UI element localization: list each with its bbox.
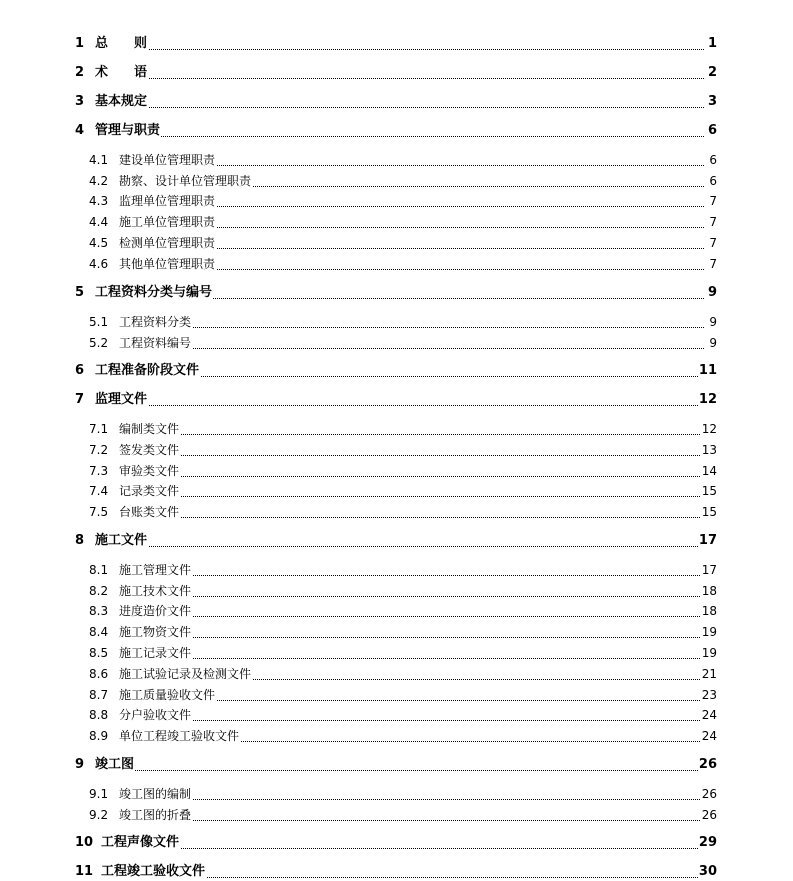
toc-leader-dots	[119, 557, 704, 576]
toc-number: 5	[75, 285, 85, 300]
toc-section-row[interactable]	[0, 334, 793, 352]
toc-chapter-row[interactable]	[0, 756, 793, 774]
toc-title: 建设单位管理职责	[119, 153, 216, 167]
toc-page-number: 7	[709, 257, 717, 271]
toc-leader-dots	[119, 578, 704, 597]
toc-section-row[interactable]	[0, 644, 793, 662]
toc-chapter-row[interactable]	[0, 532, 793, 550]
toc-title: 台账类文件	[119, 505, 180, 519]
toc-title: 施工技术文件	[119, 584, 192, 598]
toc-leader-dots	[119, 781, 704, 800]
toc-leader-dots	[95, 118, 704, 137]
toc-leader-dots	[119, 598, 704, 617]
toc-page-number: 6	[709, 153, 717, 167]
toc-number: 11	[75, 864, 94, 879]
toc-title: 单位工程竣工验收文件	[119, 729, 240, 743]
toc-number: 8.9	[89, 729, 109, 743]
toc-title: 审验类文件	[119, 464, 180, 478]
toc-title: 施工试验记录及检测文件	[119, 667, 252, 681]
toc-section-row[interactable]	[0, 151, 793, 169]
toc-section-row[interactable]	[0, 785, 793, 803]
toc-leader-dots	[101, 830, 704, 849]
toc-page-number: 7	[709, 215, 717, 229]
toc-title: 竣工图	[95, 757, 135, 772]
toc-section-row[interactable]	[0, 313, 793, 331]
toc-number: 9	[75, 757, 85, 772]
toc-page-number: 13	[701, 443, 717, 457]
toc-leader-dots	[95, 31, 704, 50]
toc-number: 8.1	[89, 563, 109, 577]
toc-leader-dots	[95, 387, 704, 406]
toc-title: 竣工图的编制	[119, 787, 192, 801]
toc-title: 工程资料分类与编号	[95, 285, 213, 300]
toc-title: 监理单位管理职责	[119, 194, 216, 208]
toc-page-number: 11	[698, 363, 717, 378]
toc-number: 4.4	[89, 215, 109, 229]
toc-number: 4.2	[89, 174, 109, 188]
toc-section-row[interactable]	[0, 441, 793, 459]
toc-section-row[interactable]	[0, 561, 793, 579]
toc-leader-dots	[119, 499, 704, 518]
toc-page-number: 15	[701, 484, 717, 498]
toc-page-number: 29	[698, 835, 717, 850]
toc-page-number: 9	[707, 285, 717, 300]
toc-leader-dots	[119, 640, 704, 659]
toc-page-number: 6	[709, 174, 717, 188]
toc-page-number: 7	[709, 236, 717, 250]
toc-leader-dots	[119, 702, 704, 721]
toc-number: 8	[75, 533, 85, 548]
toc-number: 4.1	[89, 153, 109, 167]
toc-page-number: 19	[701, 646, 717, 660]
toc-chapter-row[interactable]	[0, 122, 793, 140]
toc-title: 施工管理文件	[119, 563, 192, 577]
toc-title: 工程资料编号	[119, 336, 192, 350]
toc-number: 5.1	[89, 315, 109, 329]
toc-number: 10	[75, 835, 94, 850]
toc-page-number: 24	[701, 729, 717, 743]
toc-page-number: 24	[701, 708, 717, 722]
toc-number: 5.2	[89, 336, 109, 350]
toc-section-row[interactable]	[0, 706, 793, 724]
toc-title: 总 则	[95, 36, 148, 51]
toc-section-row[interactable]	[0, 255, 793, 273]
toc-section-row[interactable]	[0, 623, 793, 641]
toc-number: 8.6	[89, 667, 109, 681]
toc-title: 工程声像文件	[101, 835, 180, 850]
toc-number: 7.3	[89, 464, 109, 478]
toc-leader-dots	[119, 309, 704, 328]
toc-leader-dots	[95, 89, 704, 108]
toc-number: 8.7	[89, 688, 109, 702]
toc-chapter-row[interactable]	[0, 834, 793, 852]
toc-number: 4.5	[89, 236, 109, 250]
toc-title: 进度造价文件	[119, 604, 192, 618]
toc-page-number: 2	[707, 65, 717, 80]
toc-number: 7.4	[89, 484, 109, 498]
toc-section-row[interactable]	[0, 503, 793, 521]
toc-section-row[interactable]	[0, 213, 793, 231]
toc-page-number: 18	[701, 584, 717, 598]
toc-number: 4.3	[89, 194, 109, 208]
toc-number: 4	[75, 123, 85, 138]
toc-number: 3	[75, 94, 85, 109]
toc-section-row[interactable]	[0, 482, 793, 500]
toc-page-number: 18	[701, 604, 717, 618]
toc-page-number: 9	[709, 336, 717, 350]
toc-page-number: 1	[707, 36, 717, 51]
toc-title: 施工单位管理职责	[119, 215, 216, 229]
toc-chapter-row[interactable]	[0, 284, 793, 302]
toc-page-number: 21	[701, 667, 717, 681]
toc-section-row[interactable]	[0, 234, 793, 252]
toc-page-number: 3	[707, 94, 717, 109]
toc-title: 编制类文件	[119, 422, 180, 436]
toc-leader-dots	[119, 458, 704, 477]
toc-title: 分户验收文件	[119, 708, 192, 722]
toc-page-number: 12	[698, 392, 717, 407]
toc-number: 6	[75, 363, 85, 378]
toc-title: 监理文件	[95, 392, 148, 407]
toc-section-row[interactable]	[0, 727, 793, 745]
toc-chapter-row[interactable]	[0, 93, 793, 111]
toc-title: 管理与职责	[95, 123, 161, 138]
toc-number: 2	[75, 65, 85, 80]
toc-title: 术 语	[95, 65, 148, 80]
toc-number: 9.1	[89, 787, 109, 801]
toc-page-number: 7	[709, 194, 717, 208]
toc-page-number: 17	[701, 563, 717, 577]
toc-title: 记录类文件	[119, 484, 180, 498]
toc-section-row[interactable]	[0, 665, 793, 683]
toc-page-number: 23	[701, 688, 717, 702]
toc-title: 施工物资文件	[119, 625, 192, 639]
toc-page-number: 15	[701, 505, 717, 519]
toc-number: 7	[75, 392, 85, 407]
toc-leader-dots	[95, 528, 704, 547]
toc-leader-dots	[119, 437, 704, 456]
toc-number: 8.5	[89, 646, 109, 660]
toc-title: 其他单位管理职责	[119, 257, 216, 271]
toc-number: 1	[75, 36, 85, 51]
toc-section-row[interactable]	[0, 602, 793, 620]
toc-title: 施工记录文件	[119, 646, 192, 660]
toc-page-number: 14	[701, 464, 717, 478]
toc-chapter-row[interactable]	[0, 391, 793, 409]
toc-title: 竣工图的折叠	[119, 808, 192, 822]
toc-chapter-row[interactable]	[0, 362, 793, 380]
toc-leader-dots	[119, 619, 704, 638]
toc-page-number: 26	[701, 787, 717, 801]
toc-page-number: 17	[698, 533, 717, 548]
toc-chapter-row[interactable]	[0, 863, 793, 881]
toc-title: 基本规定	[95, 94, 148, 109]
toc-title: 工程准备阶段文件	[95, 363, 200, 378]
toc-title: 施工质量验收文件	[119, 688, 216, 702]
toc-number: 7.2	[89, 443, 109, 457]
toc-number: 7.5	[89, 505, 109, 519]
toc-number: 7.1	[89, 422, 109, 436]
toc-section-row[interactable]	[0, 420, 793, 438]
toc-title: 施工文件	[95, 533, 148, 548]
toc-section-row[interactable]	[0, 192, 793, 210]
toc-leader-dots	[95, 60, 704, 79]
toc-chapter-row[interactable]	[0, 35, 793, 53]
toc-title: 工程竣工验收文件	[101, 864, 206, 879]
toc-title: 签发类文件	[119, 443, 180, 457]
toc-leader-dots	[95, 752, 704, 771]
toc-leader-dots	[119, 802, 704, 821]
toc-leader-dots	[119, 478, 704, 497]
toc-title: 检测单位管理职责	[119, 236, 216, 250]
toc-section-row[interactable]	[0, 806, 793, 824]
toc-page-number: 19	[701, 625, 717, 639]
toc-title: 勘察、设计单位管理职责	[119, 174, 252, 188]
toc-page-number: 12	[701, 422, 717, 436]
toc-chapter-row[interactable]	[0, 64, 793, 82]
toc-title: 工程资料分类	[119, 315, 192, 329]
toc-number: 4.6	[89, 257, 109, 271]
toc-page-number: 26	[701, 808, 717, 822]
toc-number: 8.8	[89, 708, 109, 722]
toc-number: 8.3	[89, 604, 109, 618]
toc-number: 8.4	[89, 625, 109, 639]
toc-number: 9.2	[89, 808, 109, 822]
toc-page-number: 6	[707, 123, 717, 138]
toc-number: 8.2	[89, 584, 109, 598]
toc-page-number: 9	[709, 315, 717, 329]
toc-page-number: 30	[698, 864, 717, 879]
toc-leader-dots	[119, 330, 704, 349]
toc-leader-dots	[119, 416, 704, 435]
toc-page-number: 26	[698, 757, 717, 772]
